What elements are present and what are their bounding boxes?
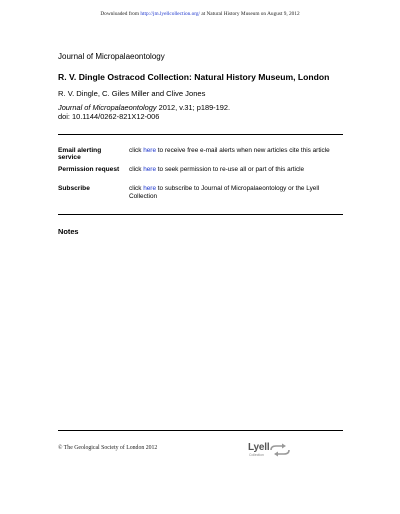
- service-label: Subscribe: [58, 185, 90, 192]
- email-alert-link[interactable]: here: [143, 147, 156, 154]
- article-title: R. V. Dingle Ostracod Collection: Natural History Museum, London: [58, 72, 330, 82]
- lyell-collection-logo[interactable]: [248, 442, 296, 460]
- subscribe-link[interactable]: here: [143, 185, 156, 192]
- service-desc-text: to subscribe to Journal of Micropalaeontology or the Lyell Collection: [129, 185, 320, 200]
- service-desc-text: to seek permission to re-use all or part of this article: [156, 166, 305, 173]
- service-label: Email alerting service: [58, 147, 102, 162]
- service-desc-prefix: click: [129, 166, 144, 173]
- logo-word: Lyell: [248, 442, 270, 453]
- service-desc-prefix: click: [129, 185, 144, 192]
- citation-details: 2012, v.31; p189-192.: [156, 103, 231, 112]
- journal-name: Journal of Micropalaeontology: [58, 52, 165, 61]
- lyell-arrow-icon: [268, 443, 292, 457]
- service-description: [129, 147, 345, 155]
- citation-line: [58, 103, 230, 112]
- logo-subtitle: Collection: [249, 453, 264, 457]
- service-desc-prefix: click: [129, 147, 144, 154]
- article-authors: R. V. Dingle, C. Giles Miller and Clive Jones: [58, 89, 206, 98]
- download-link[interactable]: http://jm.lyellcollection.org/: [140, 11, 201, 17]
- copyright-notice: © The Geological Society of London 2012: [58, 445, 158, 451]
- notes-heading: Notes: [58, 227, 79, 236]
- permission-link[interactable]: here: [143, 166, 156, 173]
- article-doi: doi: 10.1144/0262-821X12-006: [58, 112, 160, 121]
- divider-top: [58, 134, 343, 135]
- citation: [58, 103, 230, 121]
- service-description: [129, 185, 345, 200]
- download-notice: [0, 11, 400, 17]
- citation-journal: Journal of Micropalaeontology: [58, 103, 157, 112]
- download-suffix: at Natural History Museum on August 9, 2012: [200, 11, 300, 17]
- divider-middle: [58, 214, 343, 215]
- service-desc-text: to receive free e-mail alerts when new articles cite this article: [156, 147, 330, 154]
- service-label: Permission request: [58, 166, 120, 173]
- divider-bottom: [58, 430, 343, 431]
- download-prefix: Downloaded from: [100, 11, 141, 17]
- service-description: [129, 166, 345, 174]
